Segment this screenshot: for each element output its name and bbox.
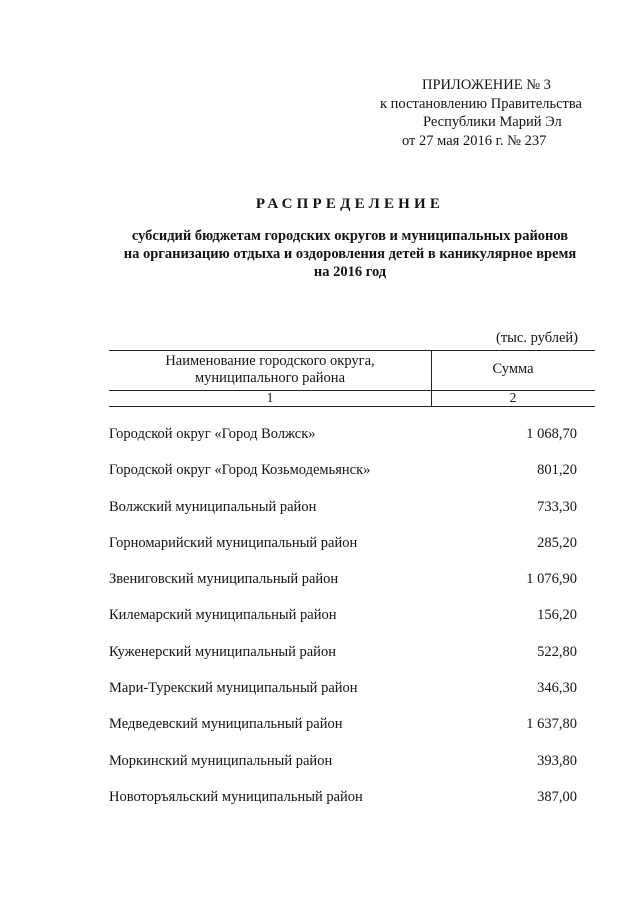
units-label: (тыс. рублей): [496, 330, 578, 346]
row-name: Моркинский муниципальный район: [109, 752, 333, 769]
table-body: [109, 425, 577, 824]
table-row: [109, 425, 577, 461]
table-row: [109, 534, 577, 570]
header-name-line-1: Наименование городского округа,: [165, 353, 375, 369]
column-number-2: 2: [509, 390, 517, 405]
appendix-republic: Республики Марий Эл: [423, 114, 562, 130]
subtitle-line-1: субсидий бюджетам городских округов и муниципальных районов: [131, 228, 569, 244]
table-row: [109, 643, 577, 679]
row-amount: 1 637,80: [526, 716, 577, 733]
row-name: Куженерский муниципальный район: [109, 643, 336, 660]
row-amount: 733,30: [537, 498, 577, 515]
row-name: Килемарский муниципальный район: [109, 607, 337, 624]
header-sum: Сумма: [492, 361, 534, 377]
row-name: Волжский муниципальный район: [109, 498, 317, 515]
document-subtitle: [100, 227, 600, 281]
table-row: [109, 788, 577, 824]
table-row: [109, 498, 577, 534]
row-amount: 1 076,90: [526, 571, 577, 588]
header-name-line-2: муниципального района: [195, 370, 345, 386]
row-name: Новоторъяльский муниципальный район: [109, 788, 363, 805]
subtitle-line-2: на организацию отдыха и оздоровления детей в каникулярное время: [123, 246, 577, 262]
header-name: [109, 353, 431, 387]
table-rule-bottom: [109, 406, 595, 407]
row-name: Медведевский муниципальный район: [109, 716, 343, 733]
row-amount: 346,30: [537, 680, 577, 697]
appendix-reference: к постановлению Правительства: [380, 95, 582, 112]
row-amount: 156,20: [537, 607, 577, 624]
table-header: [109, 350, 595, 408]
table-rule-top: [109, 350, 595, 351]
row-amount: 801,20: [537, 462, 577, 479]
appendix-date: от 27 мая 2016 г. № 237: [402, 132, 547, 149]
row-amount: 387,00: [537, 788, 577, 805]
subtitle-line-3: на 2016 год: [313, 264, 387, 280]
row-amount: 285,20: [537, 534, 577, 551]
row-name: Горномарийский муниципальный район: [109, 534, 358, 551]
table-row: [109, 570, 577, 606]
appendix-number: ПРИЛОЖЕНИЕ № 3: [422, 77, 551, 93]
row-name: Мари-Турекский муниципальный район: [109, 680, 358, 697]
table-row: [109, 606, 577, 642]
table-row: [109, 752, 577, 788]
appendix-block: [360, 76, 622, 150]
row-name: Городской округ «Город Козьмодемьянск»: [109, 462, 371, 479]
table-row: [109, 461, 577, 497]
row-amount: 522,80: [537, 643, 577, 660]
row-name: Звениговский муниципальный район: [109, 571, 339, 588]
document-title: РАСПРЕДЕЛЕНИЕ: [255, 196, 445, 212]
table-row: [109, 715, 577, 751]
table-row: [109, 679, 577, 715]
row-amount: 393,80: [537, 752, 577, 769]
column-number-1: 1: [266, 390, 274, 405]
row-name: Городской округ «Город Волжск»: [109, 426, 316, 442]
row-amount: 1 068,70: [526, 426, 577, 442]
